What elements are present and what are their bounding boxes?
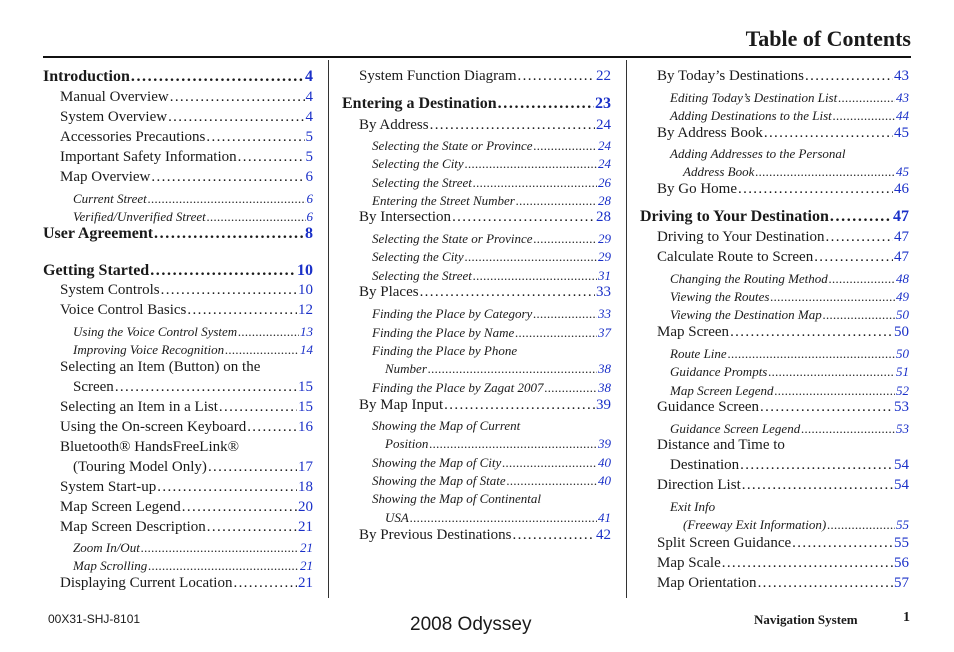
toc-page-link[interactable]: 24 — [598, 138, 611, 153]
dot-leader — [148, 191, 306, 207]
toc-entry-title: Finding the Place by Category — [372, 306, 533, 321]
toc-entry-title: Introduction — [43, 68, 130, 85]
dot-leader — [513, 527, 596, 544]
toc-entry-title: Getting Started — [43, 262, 150, 279]
toc-entry-title: Adding Destinations to the List — [670, 108, 832, 123]
toc-entry-freeway-exit-information[interactable] — [683, 517, 909, 533]
toc-entry-title: By Today’s Destinations — [657, 68, 805, 84]
toc-entry-title: System Overview — [60, 109, 168, 125]
toc-entry-finding-the-place-by-zagat-2007[interactable] — [372, 380, 611, 396]
dot-leader — [430, 117, 595, 134]
toc-page-link[interactable]: 6 — [306, 209, 313, 224]
dot-leader — [168, 109, 304, 126]
dot-leader — [161, 282, 297, 299]
toc-entry-by-address[interactable] — [359, 117, 611, 134]
toc-page-link[interactable]: 43 — [896, 90, 909, 105]
toc-entry-title: User Agreement — [43, 225, 154, 242]
toc-entry-number[interactable] — [385, 361, 611, 377]
toc-entry-showing-the-map-of-city[interactable] — [372, 455, 611, 471]
header-rule — [43, 56, 911, 58]
dot-leader — [207, 519, 297, 536]
toc-entry-title: System Start-up — [60, 479, 157, 495]
toc-page-link[interactable]: 23 — [595, 95, 611, 112]
toc-page-link[interactable]: 37 — [598, 325, 611, 340]
toc-entry-title: Selecting the State or Province — [372, 231, 533, 246]
toc-page-link[interactable]: 20 — [298, 499, 313, 515]
dot-leader — [473, 175, 597, 191]
toc-entry-introduction[interactable] — [43, 68, 313, 86]
toc-entry-title: Current Street — [73, 191, 147, 206]
toc-entry-map-screen-legend[interactable] — [60, 499, 313, 516]
toc-page-link[interactable]: 29 — [598, 249, 611, 264]
toc-page-link[interactable]: 4 — [305, 89, 313, 105]
toc-entry-important-safety-information[interactable] — [60, 149, 313, 166]
toc-entry-title: Viewing the Routes — [670, 289, 770, 304]
toc-entry-title: Selecting the State or Province — [372, 138, 533, 153]
toc-page-link[interactable]: 4 — [305, 68, 313, 85]
dot-leader — [760, 399, 893, 416]
toc-entry-title: Showing the Map of City — [372, 455, 502, 470]
toc-entry-title: By Intersection — [359, 209, 452, 225]
toc-entry-title: Destination — [670, 457, 740, 473]
dot-leader — [827, 517, 895, 533]
toc-entry-system-overview[interactable] — [60, 109, 313, 126]
toc-page-link[interactable]: 52 — [896, 383, 909, 398]
toc-entry-driving-to-your-destination[interactable] — [640, 208, 909, 226]
toc-entry-guidance-prompts[interactable] — [670, 364, 909, 380]
dot-leader — [758, 575, 893, 592]
toc-entry-position[interactable] — [385, 436, 611, 452]
toc-entry-by-places[interactable] — [359, 284, 611, 301]
toc-entry-title: Split Screen Guidance — [657, 535, 792, 551]
toc-entry-title: Map Screen Legend — [670, 383, 774, 398]
toc-entry-using-the-on-screen-keyboard[interactable] — [60, 419, 313, 436]
toc-entry-by-today-s-destinations[interactable] — [657, 68, 909, 85]
dot-leader — [768, 364, 895, 380]
dot-leader — [208, 459, 297, 476]
dot-leader — [170, 89, 305, 106]
dot-leader — [534, 231, 597, 247]
toc-entry-finding-the-place-by-name[interactable] — [372, 325, 611, 341]
toc-entry-title: Important Safety Information — [60, 149, 237, 165]
dot-leader — [545, 380, 597, 396]
dot-leader — [534, 138, 597, 154]
toc-page-link[interactable]: 33 — [598, 306, 611, 321]
toc-entry-title: By Address — [359, 117, 429, 133]
toc-page-link[interactable]: 46 — [894, 181, 909, 197]
toc-page-link[interactable]: 6 — [305, 169, 313, 185]
toc-entry-title: Using the On-screen Keyboard — [60, 419, 247, 435]
toc-entry-manual-overview[interactable] — [60, 89, 313, 106]
toc-entry-title: Entering a Destination — [342, 95, 497, 112]
toc-entry-title: Editing Today’s Destination List — [670, 90, 838, 105]
toc-entry-map-screen[interactable] — [657, 324, 909, 341]
toc-entry-split-screen-guidance[interactable] — [657, 535, 909, 552]
toc-page-link[interactable]: 57 — [894, 575, 909, 591]
dot-leader — [830, 208, 892, 226]
toc-entry-selecting-an-item-in-a-list[interactable] — [60, 399, 313, 416]
toc-entry-by-intersection[interactable] — [359, 209, 611, 226]
toc-page-link[interactable]: 21 — [298, 575, 313, 591]
toc-entry-guidance-screen-legend[interactable] — [670, 421, 909, 437]
toc-page-link[interactable]: 22 — [596, 68, 611, 84]
toc-entry-title: By Previous Destinations — [359, 527, 512, 543]
toc-page-link[interactable]: 45 — [894, 125, 909, 141]
toc-entry-title: Verified/Unverified Street — [73, 209, 206, 224]
toc-page-link[interactable]: 17 — [298, 459, 313, 475]
toc-entry-title: Map Scale — [657, 555, 721, 571]
toc-page-link[interactable]: 15 — [298, 379, 313, 395]
dot-leader — [141, 540, 299, 556]
toc-entry-current-street[interactable] — [73, 191, 313, 207]
toc-page-link[interactable]: 49 — [896, 289, 909, 304]
dot-leader — [473, 268, 597, 284]
toc-page-link[interactable]: 41 — [598, 510, 611, 525]
dot-leader — [755, 164, 895, 180]
toc-entry-title: Address Book — [683, 164, 755, 179]
toc-entry-title: Screen — [73, 379, 114, 395]
toc-entry-title: Showing the Map of Continental — [372, 491, 541, 506]
toc-entry-title: Selecting the Street — [372, 175, 472, 190]
toc-entry-entering-a-destination[interactable] — [342, 95, 611, 113]
toc-page-link[interactable]: 44 — [896, 108, 909, 123]
dot-leader — [764, 125, 893, 142]
toc-entry-viewing-the-destination-map[interactable] — [670, 307, 909, 323]
dot-leader — [518, 68, 596, 85]
dot-leader — [154, 225, 304, 243]
toc-entry-title: Finding the Place by Name — [372, 325, 515, 340]
toc-entry-direction-list[interactable] — [657, 477, 909, 494]
dot-leader — [838, 90, 895, 106]
toc-entry-title: Guidance Screen Legend — [670, 421, 801, 436]
toc-page-link[interactable]: 21 — [298, 519, 313, 535]
toc-page-link[interactable]: 18 — [298, 479, 313, 495]
toc-entry-title: Finding the Place by Phone — [372, 343, 518, 358]
toc-entry-by-address-book[interactable] — [657, 125, 909, 142]
dot-leader — [730, 324, 893, 341]
dot-leader — [428, 361, 597, 377]
toc-page-link[interactable]: 4 — [305, 109, 313, 125]
dot-leader — [826, 229, 893, 246]
toc-page-link[interactable]: 12 — [298, 302, 313, 318]
toc-page-link[interactable]: 47 — [893, 208, 909, 225]
toc-page-link[interactable]: 15 — [298, 399, 313, 415]
toc-page-link[interactable]: 43 — [894, 68, 909, 84]
toc-entry-title: Using the Voice Control System — [73, 324, 238, 339]
vehicle-model: 2008 Odyssey — [410, 614, 532, 635]
toc-page-link[interactable]: 40 — [598, 473, 611, 488]
dot-leader — [238, 324, 299, 340]
toc-entry-calculate-route-to-screen[interactable] — [657, 249, 909, 266]
dot-leader — [502, 455, 597, 471]
toc-page-link[interactable]: 5 — [305, 149, 313, 165]
toc-entry-title: Selecting an Item (Button) on the — [60, 359, 261, 375]
toc-entry-title: Zoom In/Out — [73, 540, 140, 555]
toc-page-link[interactable]: 39 — [598, 436, 611, 451]
toc-entry-title: By Places — [359, 284, 419, 300]
dot-leader — [515, 325, 597, 341]
toc-entry-guidance-screen[interactable] — [657, 399, 909, 416]
toc-page-link[interactable]: 10 — [297, 262, 313, 279]
toc-entry-system-controls[interactable] — [60, 282, 313, 299]
toc-entry-title: Calculate Route to Screen — [657, 249, 814, 265]
toc-page-link[interactable]: 5 — [305, 129, 313, 145]
toc-entry-displaying-current-location[interactable] — [60, 575, 313, 592]
toc-page-link[interactable]: 38 — [598, 361, 611, 376]
toc-entry-destination[interactable] — [670, 457, 909, 474]
toc-page-link[interactable]: 29 — [598, 231, 611, 246]
toc-entry-title: Viewing the Destination Map — [670, 307, 822, 322]
dot-leader — [207, 209, 306, 225]
toc-page-link[interactable]: 21 — [300, 540, 313, 555]
toc-page-link[interactable]: 42 — [596, 527, 611, 543]
dot-leader — [219, 399, 297, 416]
toc-entry-touring-model-only[interactable] — [73, 459, 313, 476]
toc-entry-title: Route Line — [670, 346, 727, 361]
dot-leader — [801, 421, 895, 437]
toc-entry-title: Map Scrolling — [73, 558, 148, 573]
toc-entry-changing-the-routing-method[interactable] — [670, 271, 909, 287]
toc-entry-title: Manual Overview — [60, 89, 169, 105]
toc-entry-route-line[interactable] — [670, 346, 909, 362]
toc-entry-selecting-the-state-or-province[interactable] — [372, 138, 611, 154]
toc-entry-title: Direction List — [657, 477, 741, 493]
toc-entry-map-scale[interactable] — [657, 555, 909, 572]
dot-leader — [429, 436, 597, 452]
toc-entry-title: Driving to Your Destination — [657, 229, 825, 245]
toc-entry-title: Accessories Precautions — [60, 129, 206, 145]
toc-entry-title: Driving to Your Destination — [640, 208, 829, 225]
toc-entry-title: Changing the Routing Method — [670, 271, 828, 286]
dot-leader — [823, 307, 895, 323]
toc-page-link[interactable]: 10 — [298, 282, 313, 298]
toc-entry-title: System Function Diagram — [359, 68, 517, 84]
toc-page-link[interactable]: 50 — [896, 307, 909, 322]
dot-leader — [115, 379, 297, 396]
dot-leader — [465, 249, 597, 265]
toc-entry-title: Selecting an Item in a List — [60, 399, 218, 415]
toc-page-link[interactable]: 24 — [598, 156, 611, 171]
dot-leader — [740, 457, 893, 474]
toc-page-link[interactable]: 54 — [894, 477, 909, 493]
dot-leader — [148, 558, 299, 574]
toc-entry-system-start-up[interactable] — [60, 479, 313, 496]
dot-leader — [151, 169, 304, 186]
toc-page-link[interactable]: 48 — [896, 271, 909, 286]
toc-entry-accessories-precautions[interactable] — [60, 129, 313, 146]
dot-leader — [833, 108, 895, 124]
toc-page-link[interactable]: 54 — [894, 457, 909, 473]
toc-entry-title: Showing the Map of Current — [372, 418, 521, 433]
dot-leader — [728, 346, 895, 362]
toc-entry-map-screen-description[interactable] — [60, 519, 313, 536]
toc-page-link[interactable]: 21 — [300, 558, 313, 573]
dot-leader — [131, 68, 304, 86]
dot-leader — [742, 477, 893, 494]
toc-entry-title: Showing the Map of State — [372, 473, 506, 488]
dot-leader — [238, 149, 305, 166]
toc-page-link[interactable]: 47 — [894, 249, 909, 265]
toc-entry-title: Distance and Time to — [657, 437, 785, 453]
toc-entry-selecting-the-city[interactable] — [372, 249, 611, 265]
toc-entry-title: Displaying Current Location — [60, 575, 233, 591]
toc-entry-finding-the-place-by-category[interactable] — [372, 306, 611, 322]
dot-leader — [444, 397, 595, 414]
toc-page-link[interactable]: 50 — [896, 346, 909, 361]
dot-leader — [150, 262, 296, 280]
dot-leader — [792, 535, 893, 552]
toc-page-link[interactable]: 16 — [298, 419, 313, 435]
toc-entry-by-previous-destinations[interactable] — [359, 527, 611, 544]
toc-entry-map-scrolling[interactable] — [73, 558, 313, 574]
page-title: Table of Contents — [745, 26, 911, 51]
toc-entry-title: Exit Info — [670, 499, 716, 514]
toc-page-link[interactable]: 38 — [598, 380, 611, 395]
toc-page-link[interactable]: 56 — [894, 555, 909, 571]
toc-page-link[interactable]: 53 — [896, 421, 909, 436]
dot-leader — [247, 419, 297, 436]
dot-leader — [738, 181, 893, 198]
toc-entry-title: System Controls — [60, 282, 160, 298]
toc-entry-title: Entering the Street Number — [372, 193, 515, 208]
dot-leader — [225, 342, 299, 358]
toc-entry-editing-today-s-destination-list[interactable] — [670, 90, 909, 106]
dot-leader — [157, 479, 297, 496]
toc-page-link[interactable]: 14 — [300, 342, 313, 357]
dot-leader — [420, 284, 595, 301]
toc-entry-getting-started[interactable] — [43, 262, 313, 280]
toc-entry-title: By Map Input — [359, 397, 444, 413]
toc-page-link[interactable]: 28 — [596, 209, 611, 225]
toc-page-link[interactable]: 33 — [596, 284, 611, 300]
toc-entry-usa[interactable] — [385, 510, 611, 526]
dot-leader — [722, 555, 893, 572]
toc-page-link[interactable]: 55 — [894, 535, 909, 551]
toc-entry-title: By Address Book — [657, 125, 763, 141]
toc-page-link[interactable]: 51 — [896, 364, 909, 379]
toc-entry-selecting-the-city[interactable] — [372, 156, 611, 172]
toc-entry-title: Selecting the City — [372, 249, 464, 264]
toc-entry-driving-to-your-destination[interactable] — [657, 229, 909, 246]
dot-leader — [533, 306, 597, 322]
toc-entry-entering-the-street-number[interactable] — [372, 193, 611, 209]
toc-entry-zoom-in-out[interactable] — [73, 540, 313, 556]
toc-entry-title: Voice Control Basics — [60, 302, 187, 318]
column-divider — [626, 60, 627, 598]
toc-entry-user-agreement[interactable] — [43, 225, 313, 243]
toc-entry-title: Guidance Prompts — [670, 364, 768, 379]
dot-leader — [182, 499, 297, 516]
toc-page-link[interactable]: 26 — [598, 175, 611, 190]
toc-entry-title: Map Screen — [657, 324, 730, 340]
toc-entry-verified-unverified-street[interactable] — [73, 209, 313, 225]
toc-page-link[interactable]: 28 — [598, 193, 611, 208]
dot-leader — [805, 68, 893, 85]
dot-leader — [814, 249, 893, 266]
toc-entry-title: Guidance Screen — [657, 399, 760, 415]
toc-entry-improving-voice-recognition[interactable] — [73, 342, 313, 358]
dot-leader — [465, 156, 597, 172]
dot-leader — [187, 302, 297, 319]
toc-entry-title: Map Overview — [60, 169, 151, 185]
toc-entry-title: USA — [385, 510, 409, 525]
dot-leader — [410, 510, 597, 526]
toc-entry-voice-control-basics[interactable] — [60, 302, 313, 319]
toc-entry-title: Adding Addresses to the Personal — [670, 146, 846, 161]
toc-entry-by-map-input[interactable] — [359, 397, 611, 414]
toc-page-link[interactable]: 8 — [305, 225, 313, 242]
dot-leader — [770, 289, 895, 305]
dot-leader — [206, 129, 304, 146]
toc-entry-selecting-the-street[interactable] — [372, 268, 611, 284]
toc-entry-map-orientation[interactable] — [657, 575, 909, 592]
document-code: 00X31-SHJ-8101 — [48, 612, 141, 626]
toc-page-link[interactable]: 39 — [596, 397, 611, 413]
toc-entry-address-book[interactable] — [683, 164, 909, 180]
dot-leader — [516, 193, 597, 209]
dot-leader — [498, 95, 594, 113]
page-number: 1 — [903, 610, 910, 625]
toc-page-link[interactable]: 45 — [896, 164, 909, 179]
toc-entry-viewing-the-routes[interactable] — [670, 289, 909, 305]
toc-entry-title: Selecting the Street — [372, 268, 472, 283]
toc-page-link[interactable]: 24 — [596, 117, 611, 133]
toc-page-link[interactable]: 53 — [894, 399, 909, 415]
section-name: Navigation System — [754, 612, 858, 627]
toc-entry-title: Number — [385, 361, 427, 376]
toc-entry-title: Map Screen Description — [60, 519, 206, 535]
toc-page-link[interactable]: 50 — [894, 324, 909, 340]
toc-page-link[interactable]: 47 — [894, 229, 909, 245]
toc-entry-map-screen-legend[interactable] — [670, 383, 909, 399]
toc-entry-using-the-voice-control-system[interactable] — [73, 324, 313, 340]
toc-page-link[interactable]: 31 — [598, 268, 611, 283]
toc-entry-selecting-the-state-or-province[interactable] — [372, 231, 611, 247]
dot-leader — [452, 209, 595, 226]
dot-leader — [829, 271, 895, 287]
dot-leader — [507, 473, 597, 489]
column-divider — [328, 60, 329, 598]
toc-entry-title: Bluetooth® HandsFreeLink® — [60, 439, 240, 455]
toc-entry-map-overview[interactable] — [60, 169, 313, 186]
dot-leader — [775, 383, 896, 399]
toc-entry-system-function-diagram[interactable] — [359, 68, 611, 85]
dot-leader — [233, 575, 297, 592]
toc-entry-title: By Go Home — [657, 181, 737, 197]
toc-entry-title: Selecting the City — [372, 156, 464, 171]
toc-entry-title: Map Screen Legend — [60, 499, 181, 515]
toc-entry-adding-destinations-to-the-list[interactable] — [670, 108, 909, 124]
toc-entry-title: Map Orientation — [657, 575, 757, 591]
toc-page-link[interactable]: 6 — [306, 191, 313, 206]
toc-entry-title: Finding the Place by Zagat 2007 — [372, 380, 544, 395]
toc-entry-title: Improving Voice Recognition — [73, 342, 225, 357]
toc-entry-title: (Freeway Exit Information) — [683, 517, 827, 532]
toc-entry-title: (Touring Model Only) — [73, 459, 207, 475]
toc-entry-selecting-the-street[interactable] — [372, 175, 611, 191]
toc-page-link[interactable]: 13 — [300, 324, 313, 339]
toc-entry-showing-the-map-of-state[interactable] — [372, 473, 611, 489]
toc-entry-title: Position — [385, 436, 429, 451]
toc-page-link[interactable]: 40 — [598, 455, 611, 470]
toc-page-link[interactable]: 55 — [896, 517, 909, 532]
toc-entry-screen[interactable] — [73, 379, 313, 396]
toc-entry-by-go-home[interactable] — [657, 181, 909, 198]
